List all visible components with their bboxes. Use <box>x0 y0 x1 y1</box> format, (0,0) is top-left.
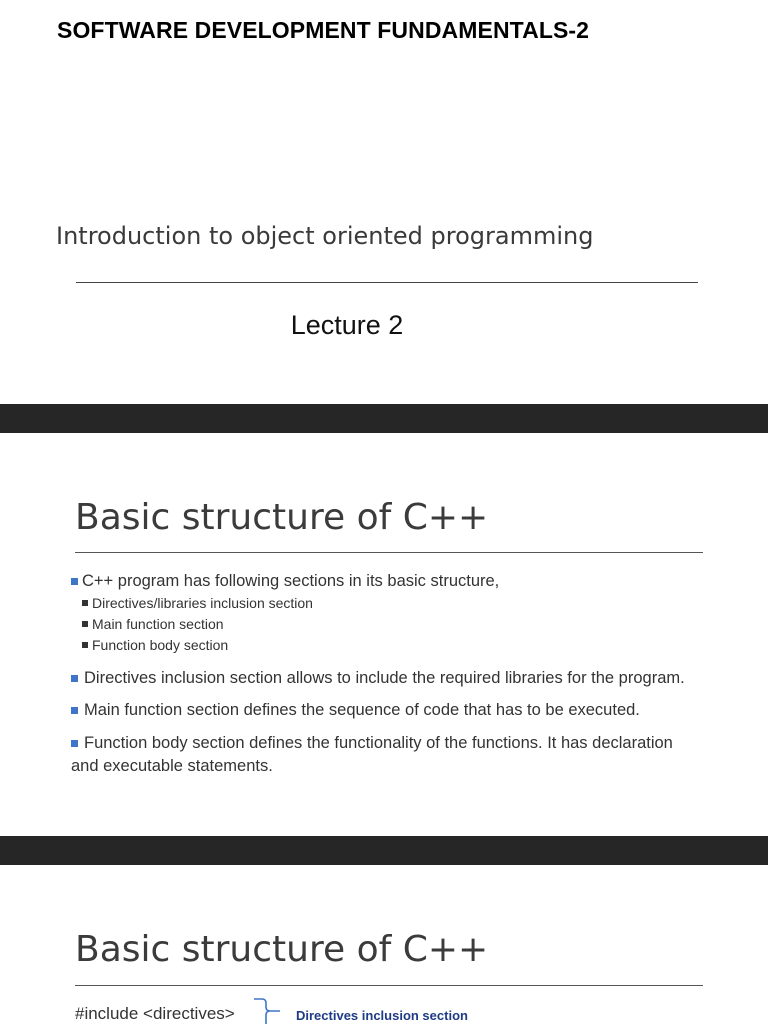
bullet-text: C++ program has following sections in its basic structure, <box>82 572 500 590</box>
title-slide <box>0 0 768 404</box>
bullet-item <box>71 572 691 591</box>
square-bullet-icon <box>82 642 88 648</box>
paragraph-text: Main function section defines the sequence of code that has to be executed. <box>84 701 640 719</box>
structure-slide <box>0 433 768 836</box>
slide-separator <box>0 404 768 433</box>
bullet-paragraph <box>71 699 691 722</box>
code-include-line: #include <directives> <box>75 1004 235 1023</box>
title-divider-line <box>76 282 698 283</box>
course-title: SOFTWARE DEVELOPMENT FUNDAMENTALS-2 <box>57 17 590 43</box>
paragraph-text: Function body section defines the functionality of the functions. It has declaration and executable statements. <box>71 734 673 775</box>
square-bullet-icon <box>71 740 78 747</box>
sub-bullet-item <box>82 636 691 654</box>
lecture-subtitle: Introduction to object oriented programming <box>56 222 594 250</box>
sub-bullet-text: Directives/libraries inclusion section <box>92 595 313 611</box>
slide-title: Basic structure of C++ <box>75 497 489 538</box>
slide-title-rule <box>75 985 703 986</box>
bullet-paragraph <box>71 732 691 778</box>
bullet-paragraph <box>71 667 691 690</box>
square-bullet-icon <box>71 707 78 714</box>
square-bullet-icon <box>82 621 88 627</box>
bullet-list <box>71 572 691 778</box>
sub-bullet-item <box>82 615 691 633</box>
slide-title-rule <box>75 552 703 553</box>
brace-icon <box>252 998 284 1024</box>
square-bullet-icon <box>71 675 78 682</box>
sub-bullet-text: Main function section <box>92 616 224 632</box>
square-bullet-icon <box>82 600 88 606</box>
paragraph-text: Directives inclusion section allows to include the required libraries for the program. <box>84 669 685 687</box>
structure-diagram-slide <box>0 865 768 1024</box>
section-annotation: Directives inclusion section <box>296 1008 468 1023</box>
slide-title: Basic structure of C++ <box>75 929 489 970</box>
slide-separator <box>0 836 768 865</box>
sub-bullet-item <box>82 594 691 612</box>
sub-bullet-text: Function body section <box>92 637 229 653</box>
lecture-number: Lecture 2 <box>290 310 404 340</box>
square-bullet-icon <box>71 578 78 585</box>
